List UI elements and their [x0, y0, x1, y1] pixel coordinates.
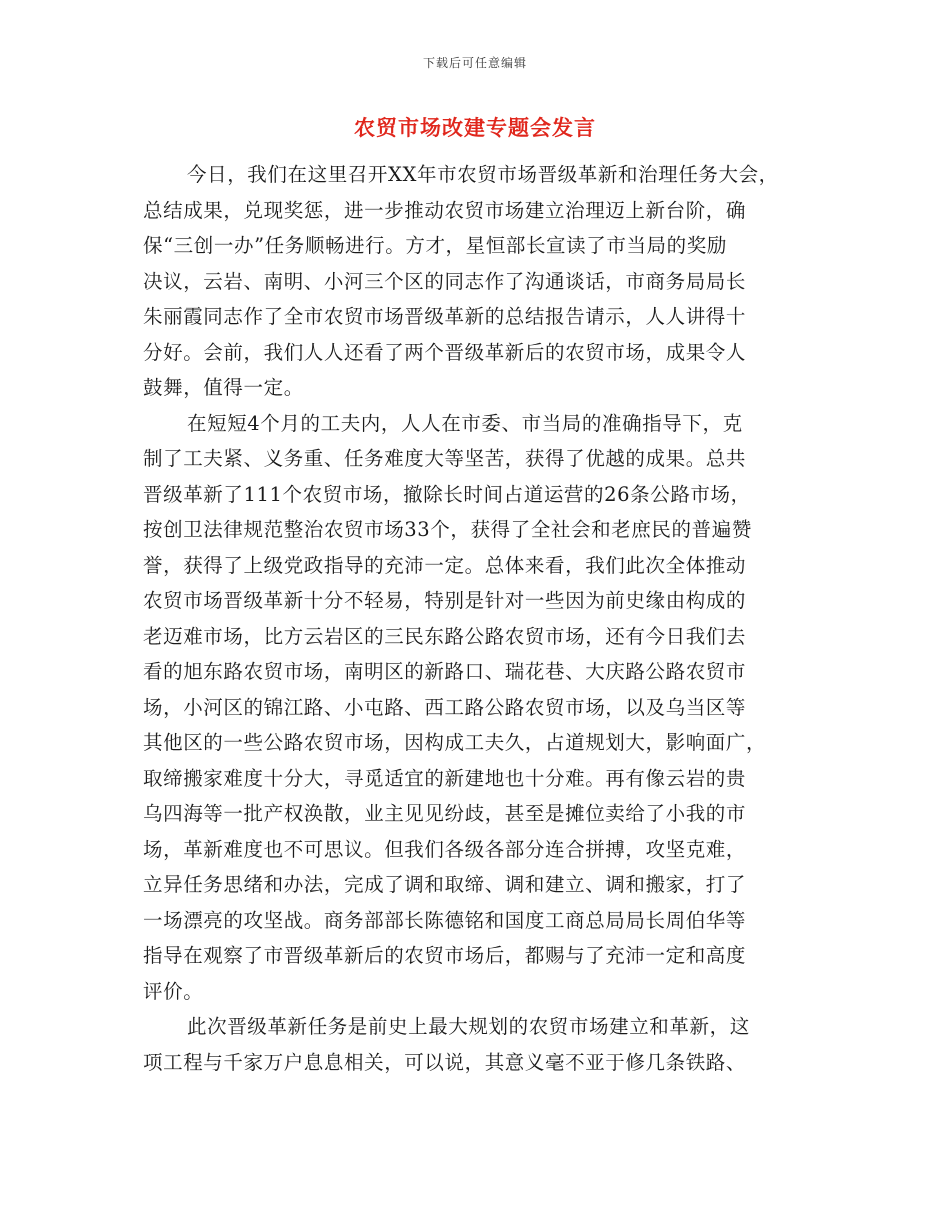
text-line: 取缔搬家难度十分大，寻觅适宜的新建地也十分难。再有像云岩的贵 — [143, 766, 747, 790]
text-line: 晋级革新了111个农贸市场，撤除长时间占道运营的26条公路市场， — [143, 482, 751, 506]
text-line: 总结成果，兑现奖惩，进一步推动农贸市场建立治理迈上新台阶，确 — [143, 198, 747, 222]
text-line: 评价。 — [143, 979, 204, 1003]
text-line: 决议，云岩、南明、小河三个区的同志作了沟通谈话，市商务局局长 — [143, 269, 747, 293]
text-line: 农贸市场晋级革新十分不轻易，特别是针对一些因为前史缘由构成的 — [143, 589, 747, 612]
document-body — [143, 157, 823, 1080]
text-line: 指导在观察了市晋级革新后的农贸市场后，都赐与了充沛一定和高度 — [143, 944, 747, 967]
text-line: 按创卫法律规范整治农贸市场33个，获得了全社会和老庶民的普遍赞 — [143, 518, 752, 541]
text-line: 朱丽霞同志作了全市农贸市场晋级革新的总结报告请示，人人讲得十 — [143, 305, 747, 328]
text-line: 项工程与千家万户息息相关，可以说，其意义毫不亚于修几条铁路、 — [143, 1050, 747, 1074]
text-line: 其他区的一些公路农贸市场，因构成工夫久，占道规划大，影响面广， — [143, 731, 767, 754]
paragraph-3 — [143, 1009, 823, 1080]
text-line: 看的旭东路农贸市场，南明区的新路口、瑞花巷、大庆路公路农贸市 — [143, 660, 747, 683]
document-title: 农贸市场改建专题会发言 — [354, 115, 596, 140]
header-note: 下载后可任意编辑 — [422, 56, 527, 70]
text-line: 制了工夫紧、义务重、任务难度大等坚苦，获得了优越的成果。总共 — [143, 447, 747, 470]
text-line: 分好。会前，我们人人还看了两个晋级革新后的农贸市场，成果令人 — [143, 340, 747, 364]
text-line: 场，小河区的锦江路、小屯路、西工路公路农贸市场，以及乌当区等 — [143, 695, 747, 719]
text-line: 今日，我们在这里召开XX年市农贸市场晋级革新和治理任务大会， — [187, 163, 779, 186]
paragraph-1 — [143, 157, 823, 406]
text-line: 乌四海等一批产权涣散，业主见见纷歧，甚至是摊位卖给了小我的市 — [143, 802, 747, 825]
text-line: 誉，获得了上级党政指导的充沛一定。总体来看，我们此次全体推动 — [143, 553, 747, 577]
text-line: 在短短4个月的工夫内，人人在市委、市当局的准确指导下，克 — [187, 411, 743, 435]
text-line: 立异任务思绪和办法，完成了调和取缔、调和建立、调和搬家，打了 — [143, 873, 747, 896]
text-line: 场，革新难度也不可思议。但我们各级各部分连合拼搏，攻坚克难， — [143, 837, 747, 861]
text-line: 老迈难市场，比方云岩区的三民东路公路农贸市场，还有今日我们去 — [143, 624, 747, 648]
paragraph-2 — [143, 406, 823, 1010]
text-line: 此次晋级革新任务是前史上最大规划的农贸市场建立和革新，这 — [187, 1015, 750, 1038]
text-line: 一场漂亮的攻坚战。商务部部长陈德铭和国度工商总局局长周伯华等 — [143, 908, 747, 932]
text-line: 保“三创一办”任务顺畅进行。方才，星恒部长宣读了市当局的奖励 — [143, 234, 727, 257]
text-line: 鼓舞，值得一定。 — [143, 376, 304, 399]
